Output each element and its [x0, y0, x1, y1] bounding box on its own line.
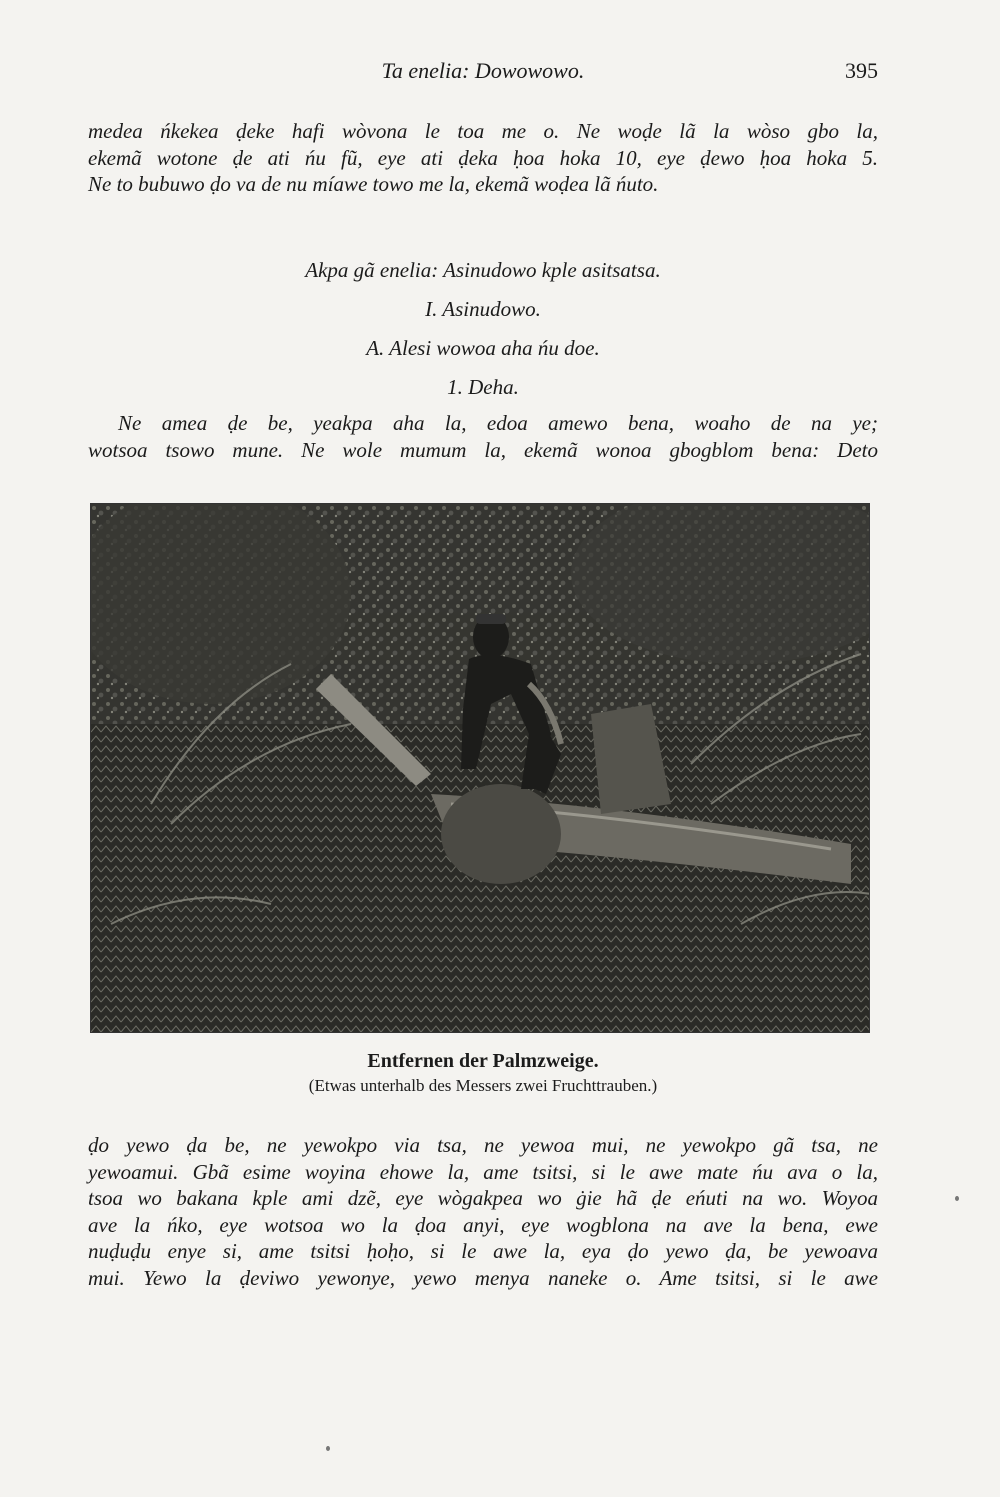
numbered-heading: 1. Deha. — [447, 375, 519, 399]
page-header — [88, 58, 878, 88]
text-line: yewoamui. Gbã esime woyina ehowe la, ame tsitsi, si le awe mate ńu ava o la, — [88, 1159, 878, 1184]
page-number: 395 — [845, 58, 878, 83]
text-line: ekemã wotone ḍe ati ńu fũ, eye ati ḍeka ḥoa hoka 10, eye ḍewo ḥoa hoka 5. — [88, 145, 878, 170]
paper-speck — [955, 1196, 959, 1201]
subsection-heading: A. Alesi wowoa aha ńu doe. — [366, 336, 600, 360]
intro-paragraph — [88, 118, 878, 198]
text-line: medea ńkekea ḍeke hafi wòvona le toa me o. Ne woḍe lã la wòso gbo la, — [88, 119, 878, 143]
section-heading: I. Asinudowo. — [425, 297, 541, 321]
figure-caption-note: (Etwas unterhalb des Messers zwei Fruchttrauben.) — [308, 1076, 658, 1095]
text-line: Ne amea ḍe be, yeakpa aha la, edoa amewo bena, woaho de na ye; — [118, 411, 878, 435]
text-line: Ne to bubuwo ḍo va de nu míawe towo me la, ekemã woḍea lã ńuto. — [88, 172, 659, 196]
paper-speck — [326, 1446, 330, 1451]
figure-caption-title: Entfernen der Palmzweige. — [367, 1050, 599, 1072]
text-line: nuḍuḍu enye si, ame tsitsi ḥoḥo, si le awe la, eya ḍo yewo ḍa, be yewoava — [88, 1239, 878, 1263]
running-title: Ta enelia: Dowowowo. — [381, 58, 585, 83]
text-line: ave la ńko, eye wotsoa wo la ḍoa anyi, eye wogblona na ave la bena, ewe — [88, 1212, 878, 1237]
text-line: mui. Yewo la ḍeviwo yewonye, yewo menya naneke o. Ame tsitsi, si le awe — [88, 1265, 878, 1290]
palm-photograph — [90, 503, 870, 1033]
chapter-heading: Akpa gã enelia: Asinudowo kple asitsatsa. — [305, 258, 661, 282]
text-line: ḍo yewo ḍa be, ne yewokpo via tsa, ne yewoa mui, ne yewokpo gã tsa, ne — [88, 1133, 878, 1157]
photo-illustration — [91, 504, 870, 1033]
text-line: wotsoa tsowo mune. Ne wole mumum la, ekemã wonoa gbogblom bena: Deto — [88, 437, 878, 462]
closing-paragraph — [88, 1132, 878, 1291]
deha-paragraph — [88, 410, 878, 463]
text-line: tsoa wo bakana kple ami dzẽ, eye wògakpea wo ġie hã ḍe eńuti na wo. Woyoa — [88, 1186, 878, 1210]
